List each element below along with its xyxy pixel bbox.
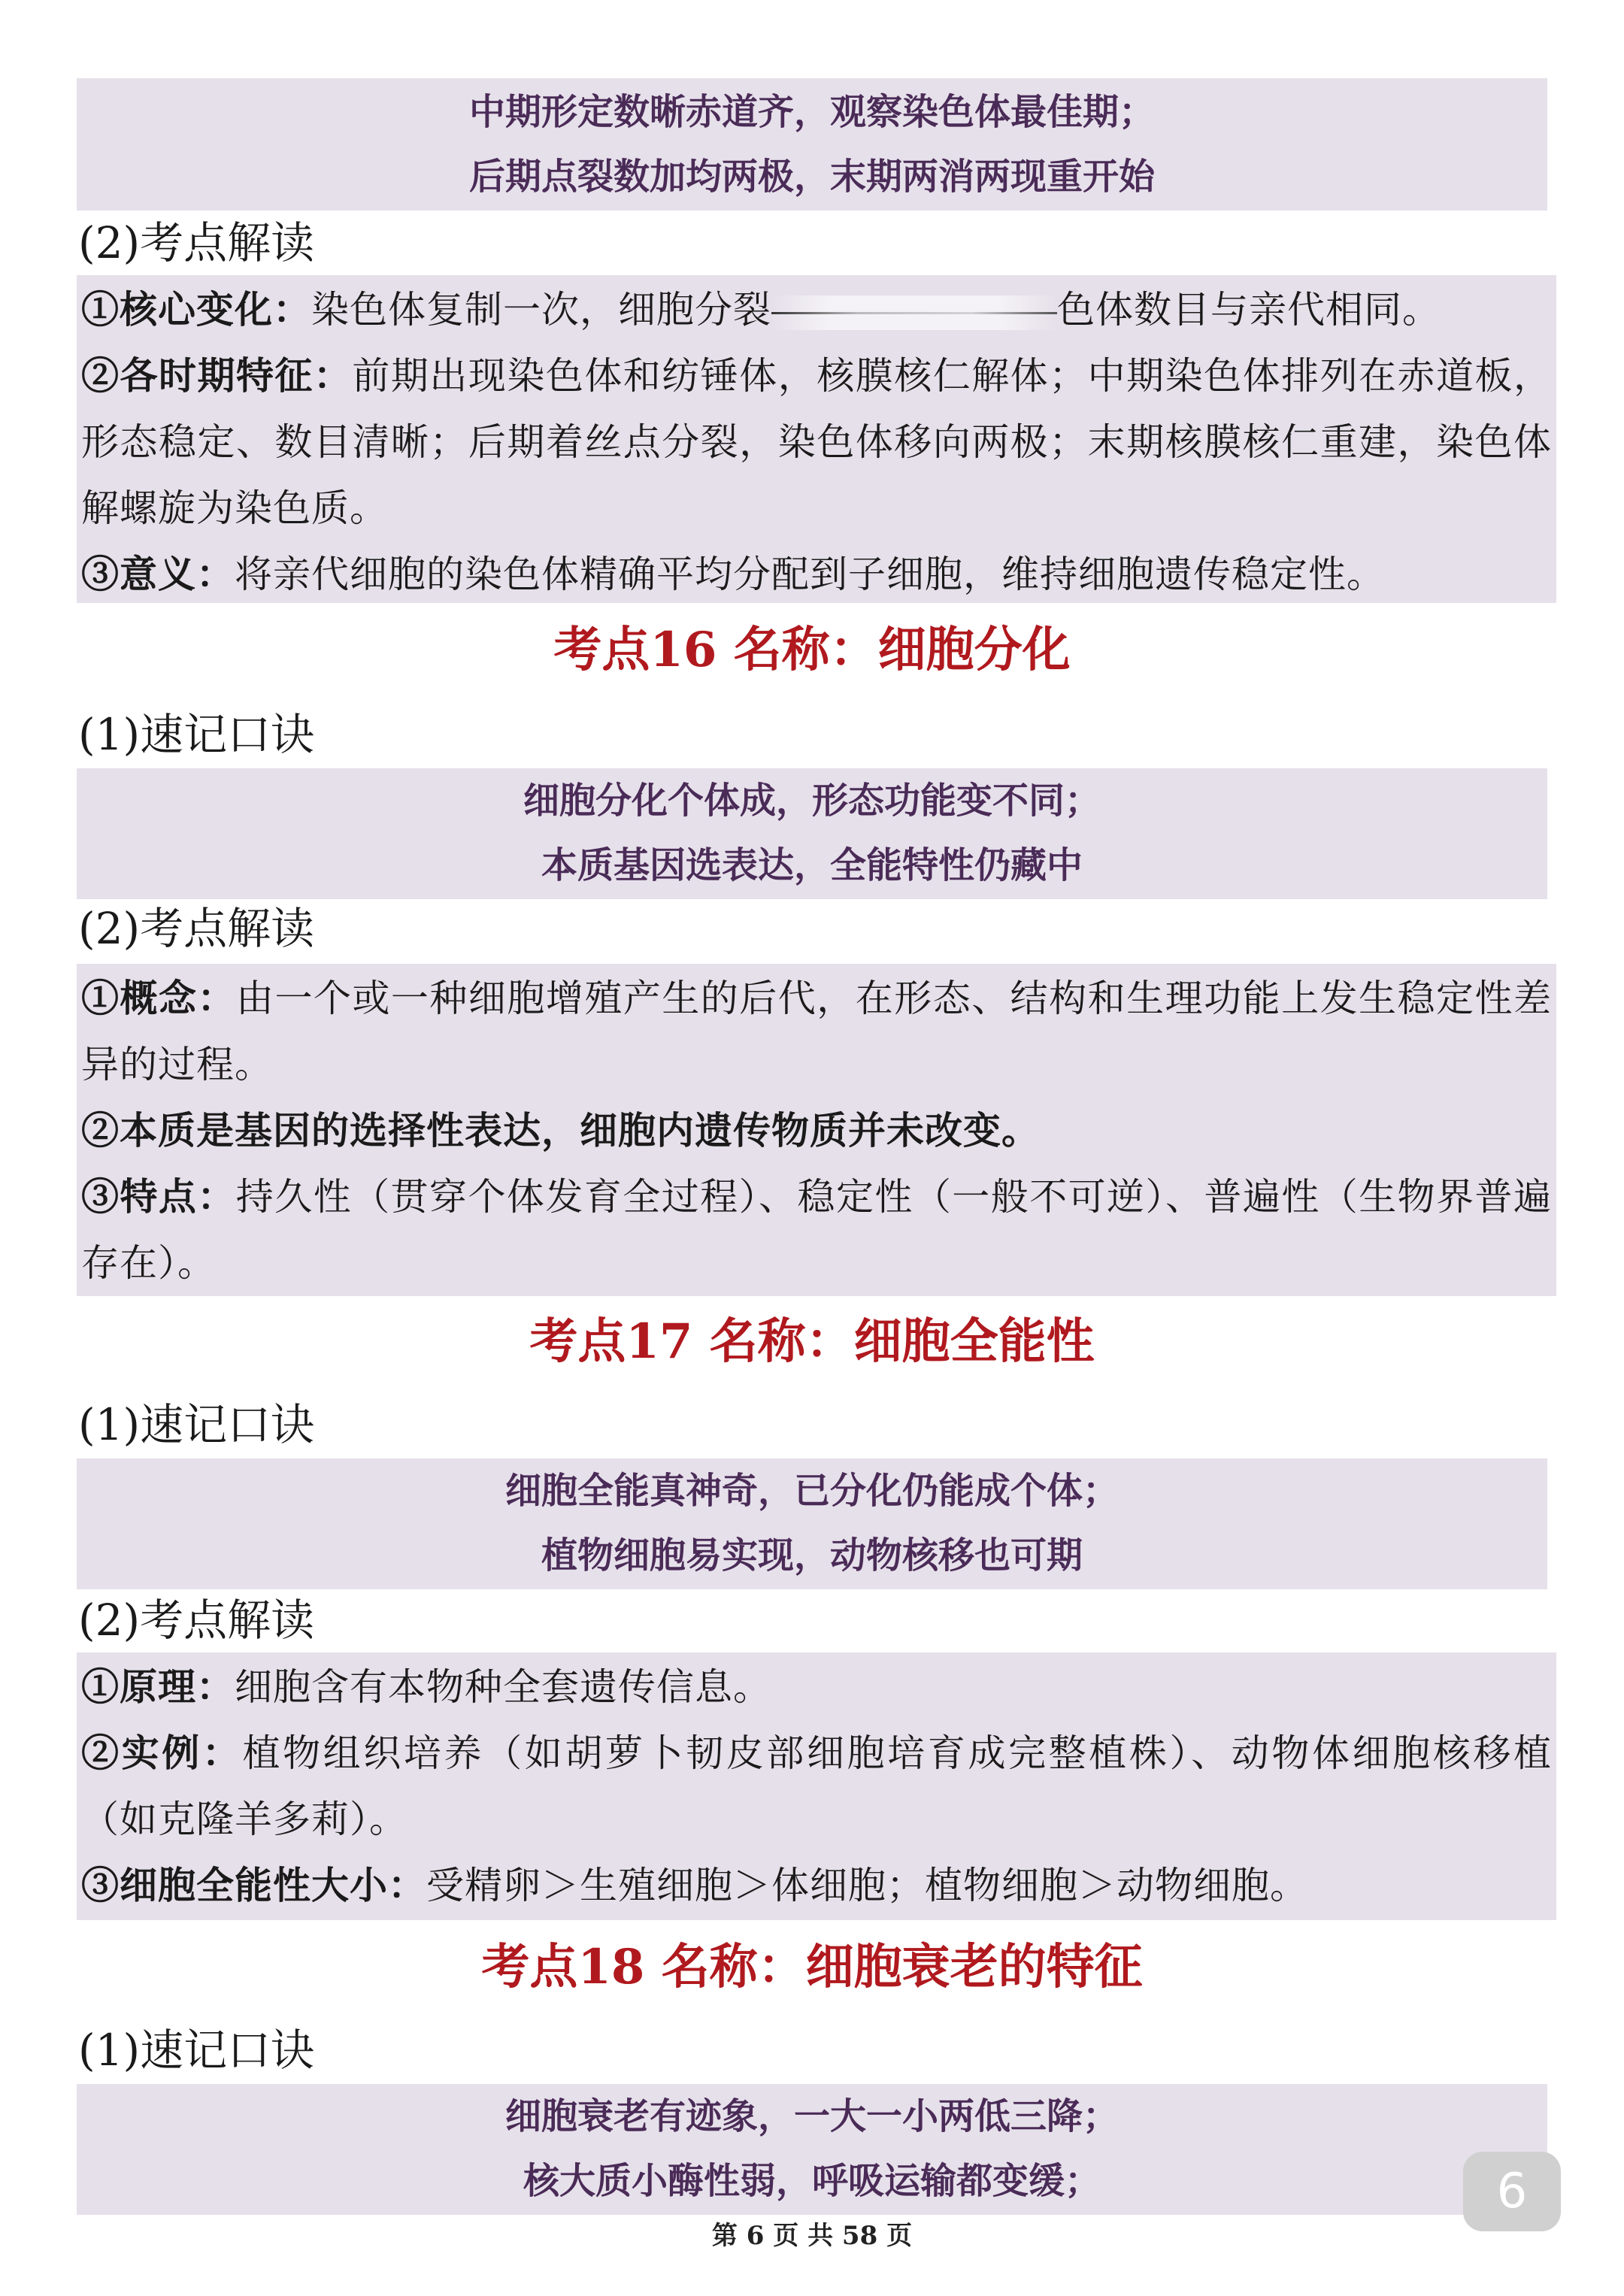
point-label: ③意义： [81,552,235,596]
point-item [81,541,1552,607]
point-text: 受精卵＞生殖细胞＞体细胞；植物细胞＞动物细胞。 [426,1864,1308,1907]
explanation-box [77,964,1556,1296]
redacted-mark [771,295,1057,330]
explanation-box [77,1652,1556,1920]
point-text: 由一个或一种细胞增殖产生的后代，在形态、结构和生理功能上发生稳定性差异的过程。 [81,977,1553,1086]
point-text: 持久性（贯穿个体发育全过程）、稳定性（一般不可逆）、普遍性（生物界普遍存在）。 [81,1175,1553,1285]
point-label: ②各时期特征： [81,353,353,398]
section-heading: 考点16 名称：细胞分化 [553,622,1071,678]
subsection-title: (2)考点解读 [78,1595,315,1646]
point-item [81,965,1552,1098]
mnemonic-box [77,768,1547,899]
mnemonic-line: 本质基因选表达，全能特性仍藏中 [541,844,1083,886]
point-label: ③细胞全能性大小： [81,1863,426,1907]
mnemonic-box [77,2084,1547,2215]
mnemonic-box [77,1458,1547,1589]
point-item [81,343,1552,541]
point-item [81,1164,1552,1296]
subsection-title: (1)速记口诀 [78,709,315,760]
point-label: ②实例： [81,1731,243,1775]
point-text: 染色体复制一次，细胞分裂 [311,288,771,332]
point-item [81,1720,1552,1852]
mnemonic-line: 后期点裂数加均两极，末期两消两现重开始 [468,156,1155,198]
section-heading: 考点17 名称：细胞全能性 [529,1313,1095,1370]
mnemonic-line: 中期形定数晰赤道齐，观察染色体最佳期； [468,91,1155,133]
subsection-title: (1)速记口诀 [78,2025,315,2076]
point-text: 色体数目与亲代相同。 [1057,288,1441,332]
mnemonic-line: 植物细胞易实现，动物核移也可期 [541,1534,1083,1577]
explanation-box [77,275,1556,603]
point-label: ①核心变化： [81,287,311,332]
page-footer: 第 6 页 共 58 页 [711,2221,913,2251]
mnemonic-line: 细胞分化个体成，形态功能变不同； [523,780,1101,822]
point-label: ③特点： [81,1174,236,1219]
page-number-badge: 6 [1463,2152,1561,2231]
point-item [81,1852,1552,1919]
point-label: ①概念： [81,976,236,1020]
section-heading: 考点18 名称：细胞衰老的特征 [481,1939,1143,1995]
point-label: ①原理： [81,1664,235,1709]
point-item [81,277,1552,343]
point-item [81,1098,1552,1164]
subsection-title: (2)考点解读 [78,903,315,954]
subsection-title: (2)考点解读 [78,217,315,268]
point-item [81,1654,1552,1720]
mnemonic-line: 核大质小酶性弱，呼吸运输都变缓； [523,2160,1101,2202]
point-text: 植物组织培养（如胡萝卜韧皮部细胞培育成完整植株）、动物体细胞核移植（如克隆羊多莉）。 [81,1731,1553,1841]
point-text: 将亲代细胞的染色体精确平均分配到子细胞，维持细胞遗传稳定性。 [235,553,1385,596]
mnemonic-box [77,78,1547,211]
mnemonic-line: 细胞全能真神奇，已分化仍能成个体； [504,1470,1119,1512]
point-text: 前期出现染色体和纺锤体，核膜核仁解体；中期染色体排列在赤道板，形态稳定、数目清晰；后期着丝点分裂，染色体移向两极；末期核膜核仁重建，染色体解螺旋为染色质。 [81,354,1552,530]
mnemonic-line: 细胞衰老有迹象，一大一小两低三降； [504,2095,1119,2137]
point-text: ②本质是基因的选择性表达，细胞内遗传物质并未改变。 [81,1108,1040,1153]
subsection-title: (1)速记口诀 [78,1399,315,1450]
point-text: 细胞含有本物种全套遗传信息。 [235,1665,771,1709]
